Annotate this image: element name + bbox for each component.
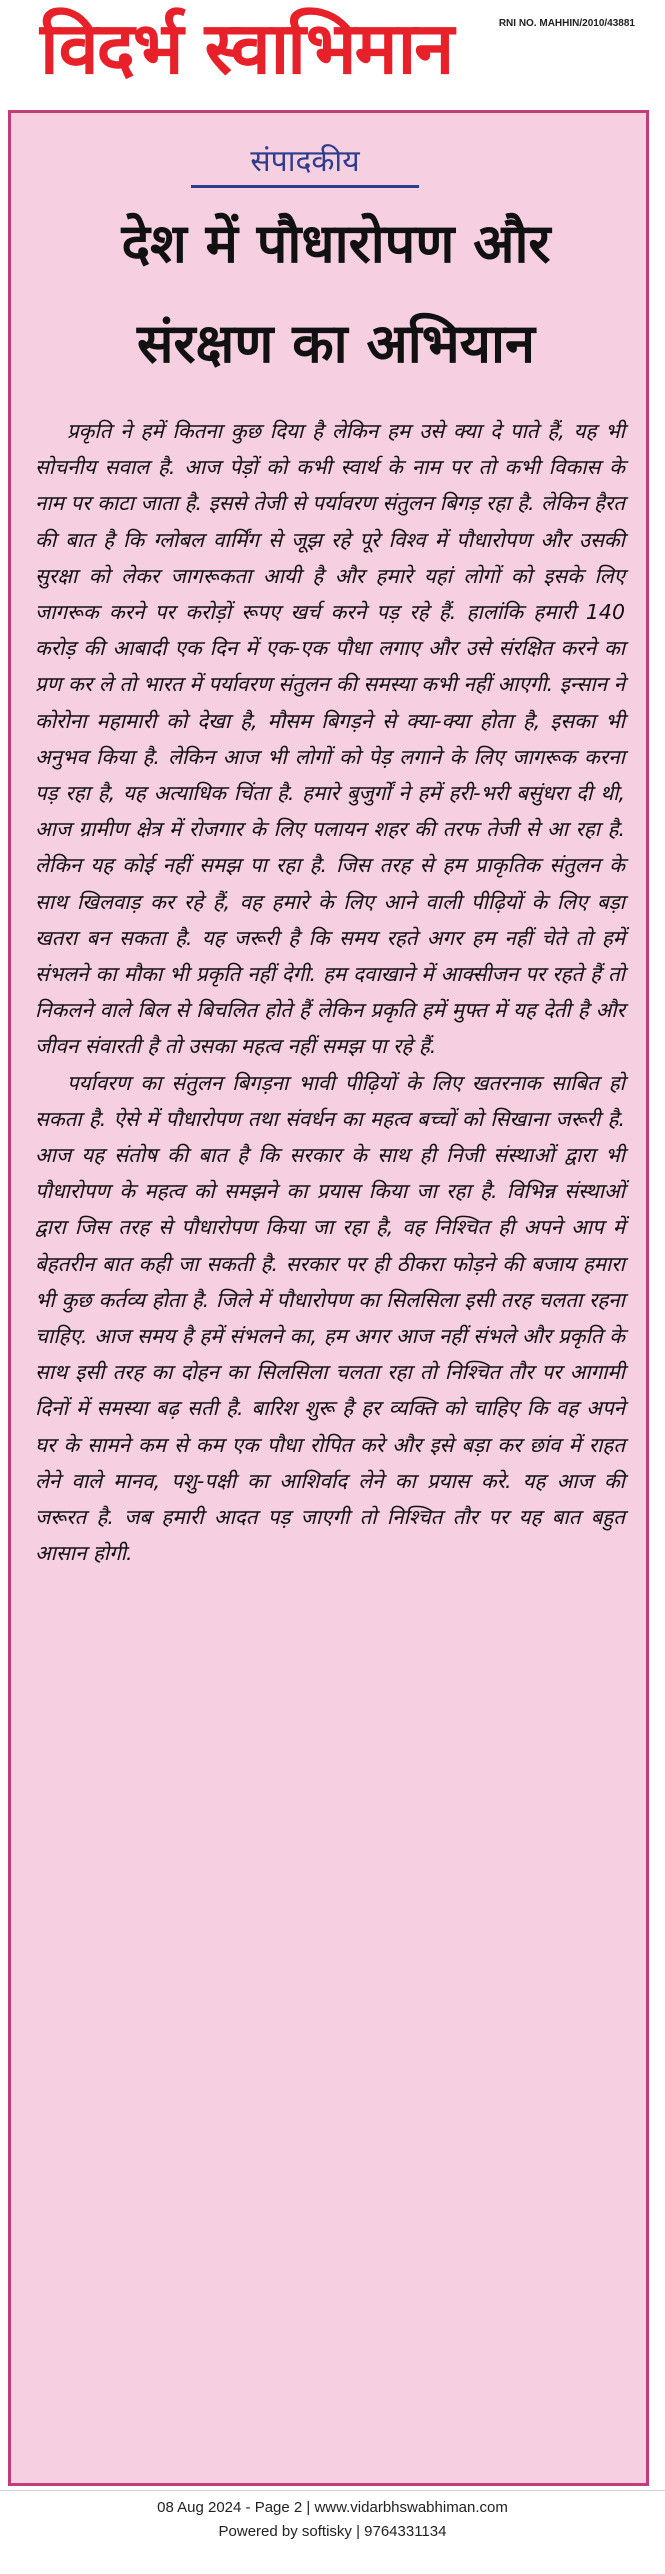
section-underline bbox=[191, 185, 419, 188]
article-paragraph-2: पर्यावरण का संतुलन बिगड़ना भावी पीढ़ियों के लिए खतरनाक साबित हो सकता है. ऐसे में पौधारोपण तथा संवर्धन का महत्व बच्चों को सिखाना जरूरी है. आज यह संतोष की बात है कि सरकार के साथ ही निजी संस्थाओं द्वारा भी पौधारोपण के महत्व को समझने का प्रयास किया जा रहा है. विभिन्न संस्थाओं द्वारा जिस तरह से पौधारोपण किया जा रहा है, वह निश्चित ही अपने आप में बेहतरीन बात कही जा सकती है. सरकार पर ही ठीकरा फोड़ने की बजाय हमारा भी कुछ कर्तव्य होता है. जिले में पौधारोपण का सिलसिला इसी तरह चलता रहना चाहिए. आज समय है हमें संभलने का, हम अगर आज नहीं संभले और प्रकृति के साथ इसी तरह का दोहन का सिलसिला चलता रहा तो निश्चित तौर पर आगामी दिनों में समस्या बढ़ सती है. बारिश शुरू है हर व्यक्ति को चाहिए कि वह अपने घर के सामने कम से कम एक पौधा रोपित करे और इसे बड़ा कर छांव में राहत लेने वाले मानव, पशु-पक्षी का आशिर्वाद लेने का प्रयास करे. यह आज की जरूरत है. जब हमारी आदत पड़ जाएगी तो निश्चित तौर पर यह बात बहुत आसान होगी. bbox=[35, 1070, 625, 1566]
footer-date-site: 08 Aug 2024 - Page 2 | www.vidarbhswabhiman.com bbox=[157, 2499, 508, 2516]
article-headline: देश में पौधारोपण और संरक्षण का अभियान bbox=[121, 211, 551, 375]
section-label: संपादकीय bbox=[250, 144, 360, 179]
article-frame bbox=[8, 110, 649, 2486]
page-footer bbox=[0, 2496, 665, 2544]
footer-divider bbox=[0, 2490, 665, 2491]
masthead bbox=[0, 0, 665, 110]
rni-number: RNI NO. MAHHIN/2010/43881 bbox=[498, 18, 635, 29]
article-paragraph-1: प्रकृति ने हमें कितना कुछ दिया है लेकिन हम उसे क्या दे पाते हैं, यह भी सोचनीय सवाल है. आज पेड़ों को कभी स्वार्थ के नाम पर तो कभी विकास के नाम पर काटा जाता है. इससे तेजी से पर्यावरण संतुलन बिगड़ रहा है. लेकिन हैरत की बात है कि ग्लोबल वार्मिंग से जूझ रहे पूरे विश्व में पौधारोपण और उसकी सुरक्षा को लेकर जागरूकता आयी है और हमारे यहां लोगों को इसके लिए जागरूक करने पर करोड़ों रूपए खर्च करने पड़ रहे हैं. हालांकि हमारी 140 करोड़ की आबादी एक दिन में एक-एक पौधा लगाए और उसे संरक्षित करने का प्रण कर ले तो भारत में पर्यावरण संतुलन की समस्या कभी नहीं आएगी. इन्सान ने कोरोना महामारी को देखा है, मौसम बिगड़ने से क्या-क्या होता है, इसका भी अनुभव किया है. लेकिन आज भी लोगों को पेड़ लगाने के लिए जागरूक करना पड़ रहा है, यह अत्याधिक चिंता है. हमारे बुजुर्गों ने हमें हरी-भरी बसुंधरा दी थी, आज ग्रामीण क्षेत्र में रोजगार के लिए पलायन शहर की तरफ तेजी से आ रहा है. लेकिन यह कोई नहीं समझ पा रहा है. जिस तरह से हम प्राकृतिक संतुलन के साथ खिलवाड़ कर रहे हैं, वह हमारे के लिए आने वाली पीढ़ियों के लिए बड़ा खतरा बन सकता है. यह जरूरी है कि समय रहते अगर हम नहीं चेते तो हमें संभलने का मौका भी प्रकृति नहीं देगी. हम दवाखाने में आक्सीजन पर रहते हैं तो निकलने वाले बिल से बिचलित होते हैं लेकिन प्रकृति हमें मुफ्त में यह देती है और जीवन संवारती है तो उसका महत्व नहीं समझ पा रहे हैं. bbox=[35, 419, 625, 1059]
newspaper-logo-title: विदर्भ स्वाभिमान bbox=[40, 6, 453, 90]
footer-powered-by: Powered by softisky | 9764331134 bbox=[218, 2523, 447, 2540]
article-body bbox=[35, 413, 625, 1572]
